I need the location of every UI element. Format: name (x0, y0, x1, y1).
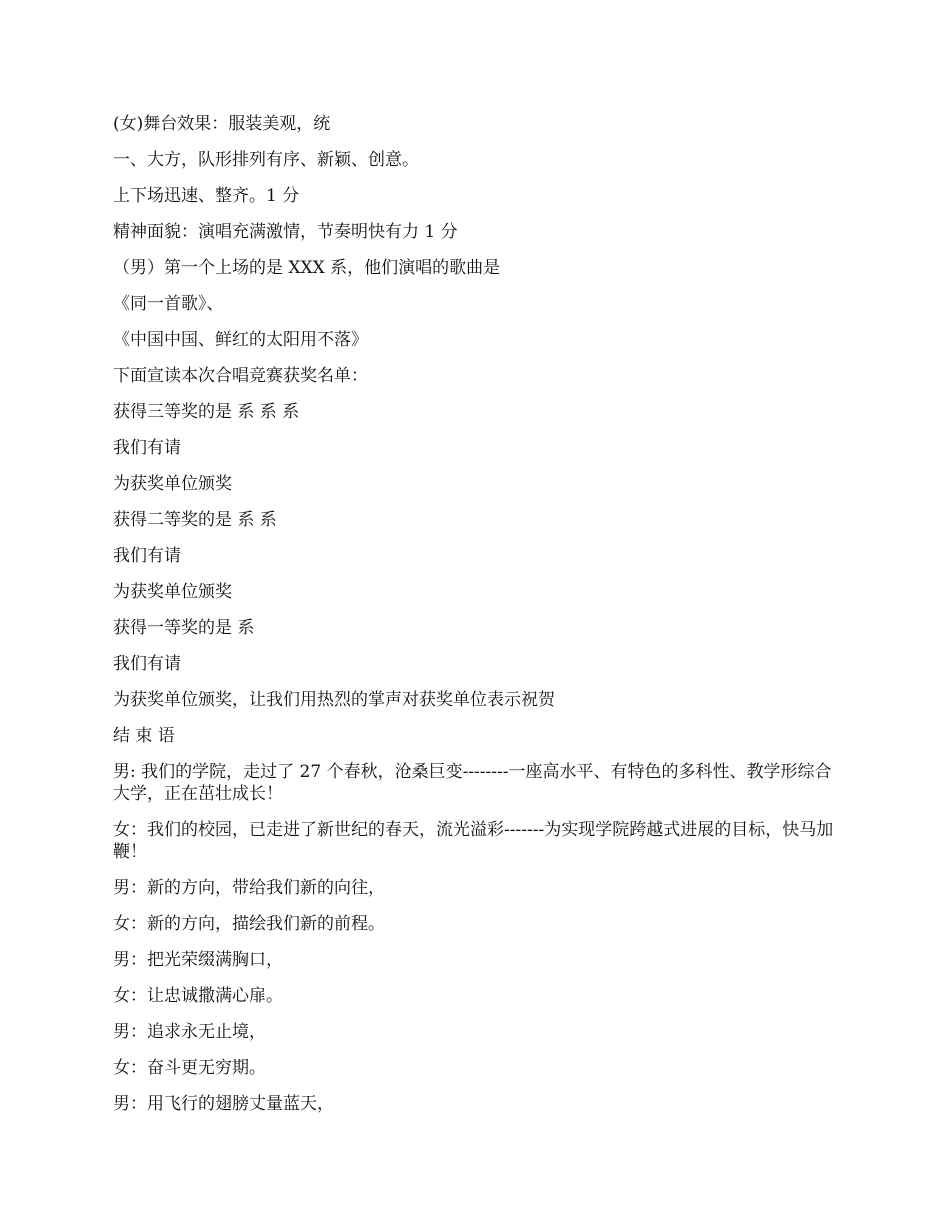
text-line: 女：让忠诚撒满心扉。 (113, 986, 283, 1006)
text-line: （男）第一个上场的是 XXX 系，他们演唱的歌曲是 (113, 258, 501, 278)
document-body (113, 113, 838, 1129)
text-line: 下面宣读本次合唱竞赛获奖名单： (113, 366, 368, 386)
text-line: 一、大方，队形排列有序、新颖、创意。 (113, 150, 419, 170)
text-line: 男：用飞行的翅膀丈量蓝天， (113, 1094, 334, 1114)
text-line: 获得三等奖的是 系 系 系 (113, 402, 300, 422)
text-line: 男：新的方向，带给我们新的向往， (113, 878, 385, 898)
text-line: 上下场迅速、整齐。1 分 (113, 186, 300, 206)
text-line: 女：新的方向，描绘我们新的前程。 (113, 914, 385, 934)
text-line: 精神面貌：演唱充满激情，节奏明快有力 1 分 (113, 222, 458, 242)
text-line: 获得一等奖的是 系 (113, 618, 255, 638)
text-line: (女)舞台效果：服装美观，统 (113, 114, 331, 134)
section-heading: 结 束 语 (113, 726, 175, 746)
text-paragraph: 男: 我们的学院，走过了 27 个春秋，沧桑巨变--------一座高水平、有特色的多科性、教学形综合大学，正在茁壮成长！ (113, 762, 832, 804)
text-line: 为获奖单位颁奖 (113, 582, 232, 602)
text-paragraph: 女：我们的校园，已走进了新世纪的春天，流光溢彩-------为实现学院跨越式进展的目标，快马加鞭！ (113, 820, 834, 862)
text-line: 我们有请 (113, 438, 181, 458)
text-line: 我们有请 (113, 654, 181, 674)
text-line: 我们有请 (113, 546, 181, 566)
text-line: 男：追求永无止境， (113, 1022, 266, 1042)
text-line: 男：把光荣缀满胸口， (113, 950, 283, 970)
text-line: 为获奖单位颁奖，让我们用热烈的掌声对获奖单位表示祝贺 (113, 690, 555, 710)
text-line: 获得二等奖的是 系 系 (113, 510, 277, 530)
text-line: 女：奋斗更无穷期。 (113, 1058, 266, 1078)
text-line: 为获奖单位颁奖 (113, 474, 232, 494)
text-line: 《中国中国、鲜红的太阳用不落》 (113, 330, 368, 350)
text-line: 《同一首歌》、 (113, 294, 224, 314)
